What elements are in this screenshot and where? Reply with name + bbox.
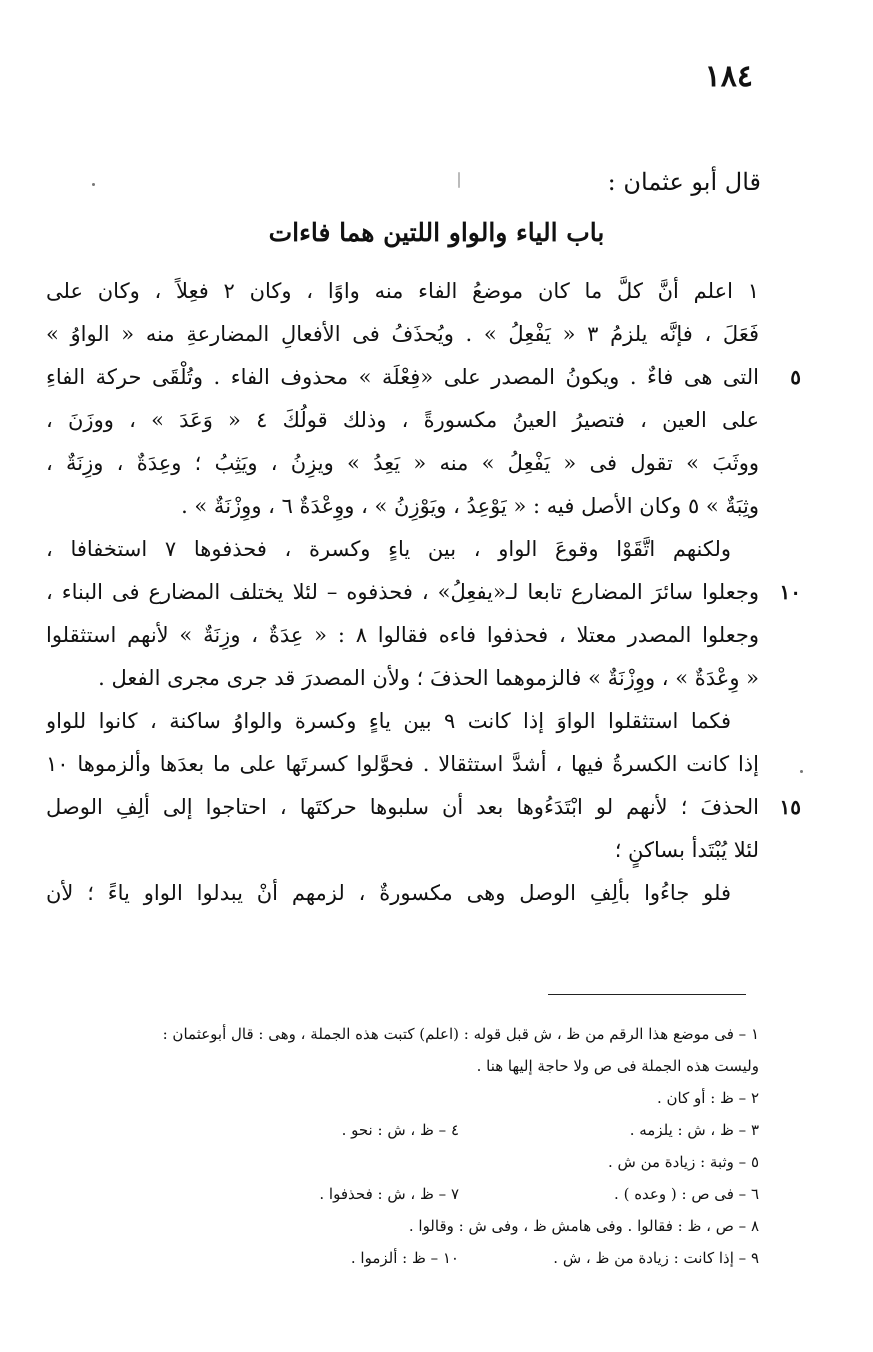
text-line-11: فكما استثقلوا الواوَ إذا كانت ٩ بين ياءٍ وكسرة والواوُ ساكنة ، كانوا للواو (46, 709, 731, 733)
speaker-line: قال أبو عثمان : (607, 168, 761, 196)
scan-speck (458, 172, 460, 188)
text-line-9: وجعلوا المصدر معتلا ، فحذفوا فاءه فقالوا ٨ : « عِدَةٌ ، وزِنَةٌ » لأنهم استثقلوا (46, 623, 759, 647)
chapter-title: باب الياء والواو اللتين هما فاءات (268, 218, 605, 247)
text-line-14: لئلا يُبْتَدأ بساكنٍ ؛ (614, 838, 759, 862)
text-line-12: إذا كانت الكسرةُ فيها ، أشدَّ استثقالا . فحوَّلوا كسرتَها على ما بعدَها وألزموها ١٠ (46, 752, 759, 776)
text-line-4: على العين ، فتصيرُ العينُ مكسورةً ، وذلك قولُكَ ٤ « وَعَدَ » ، ووزَنَ ، (46, 408, 759, 432)
footnote-3: ٣ – ظ ، ش : يلزمه . (629, 1121, 759, 1139)
text-line-6: وثِبَةٌ » ٥ وكان الأصل فيه : « يَوْعِدُ ، ويَوْزِنُ » ، ووِعْدَةٌ ٦ ، ووِزْنَةٌ » . (181, 494, 759, 518)
footnote-8: ٨ – ص ، ظ : فقالوا . وفى هامش ظ ، وفى ش : وقالوا . (408, 1217, 759, 1235)
footnote-9: ٩ – إذا كانت : زيادة من ظ ، ش . (553, 1249, 759, 1267)
footnote-row-6-7 (60, 1178, 759, 1210)
footnote-2: ٢ – ظ : أو كان . (656, 1089, 759, 1107)
footnote-row-9-10 (60, 1242, 759, 1274)
text-line-7: ولكنهم اتَّقَوْا وقوعَ الواو ، بين ياءٍ وكسرة ، فحذفوها ٧ استخفافا ، (46, 537, 731, 561)
text-line-2: فَعَلَ ، فإنَّه يلزمُ ٣ « يَفْعِلُ » . ويُحذَفُ فى الأفعالِ المضارعةِ منه « الواوُ » (46, 322, 759, 346)
footnote-10: ١٠ – ظ : ألزموا . (350, 1249, 459, 1267)
footnote-separator (548, 994, 746, 995)
line-number-15: ١٥ (779, 795, 801, 819)
text-line-3: التى هى فاءٌ . ويكونُ المصدر على «فِعْلَة » محذوف الفاء . وتُلْقَى حركة الفاءِ (46, 365, 759, 389)
line-number-5: ٥ (790, 365, 801, 389)
footnote-1: ١ – فى موضع هذا الرقم من ظ ، ش قبل قوله : (اعلم) كتبت هذه الجملة ، وهى : قال أبوعثمان : (162, 1025, 759, 1043)
footnotes (60, 1018, 759, 1274)
footnote-row-3-4 (60, 1114, 759, 1146)
text-line-1: ١ اعلم أنَّ كلَّ ما كان موضعُ الفاء منه واوًا ، وكان ٢ فعِلاً ، وكان على (46, 279, 759, 303)
scan-speck (800, 770, 803, 773)
footnote-5: ٥ – وثبة : زيادة من ش . (607, 1153, 759, 1171)
line-number-10: ١٠ (779, 580, 801, 604)
footnote-7: ٧ – ظ ، ش : فحذفوا . (319, 1185, 459, 1203)
scan-speck (92, 183, 95, 186)
text-line-5: ووثَبَ » تقول فى « يَفْعِلُ » منه « يَعِدُ » ويزِنُ ، ويَثِبُ ؛ وعِدَةٌ ، وزِنَةٌ ، (46, 451, 759, 475)
text-line-13: الحذفَ ؛ لأنهم لو ابْتَدَءُوها بعد أن سلبوها حركتَها ، احتاجوا إلى ألِفِ الوصل (46, 795, 759, 819)
text-line-10: « وِعْدَةٌ » ، ووِزْنَةٌ » فالزموهما الحذفَ ؛ ولأن المصدرَ قد جرى مجرى الفعل . (98, 666, 759, 690)
text-line-15: فلو جاءُوا بألِفِ الوصل وهى مكسورةٌ ، لزمهم أنْ يبدلوا الواو ياءً ؛ لأن (46, 881, 731, 905)
page-number: ١٨٤ (704, 59, 753, 94)
text-line-8: وجعلوا سائرَ المضارع تابعا لـ«يفعِلُ» ، فحذفوه – لئلا يختلف المضارع فى البناء ، (46, 580, 759, 604)
main-text (46, 270, 759, 915)
footnote-1-continued: وليست هذه الجملة فى ص ولا حاجة إليها هنا . (476, 1057, 759, 1075)
footnote-4: ٤ – ظ ، ش : نحو . (341, 1121, 459, 1139)
footnote-6: ٦ – فى ص : ( وعده ) . (614, 1185, 759, 1203)
